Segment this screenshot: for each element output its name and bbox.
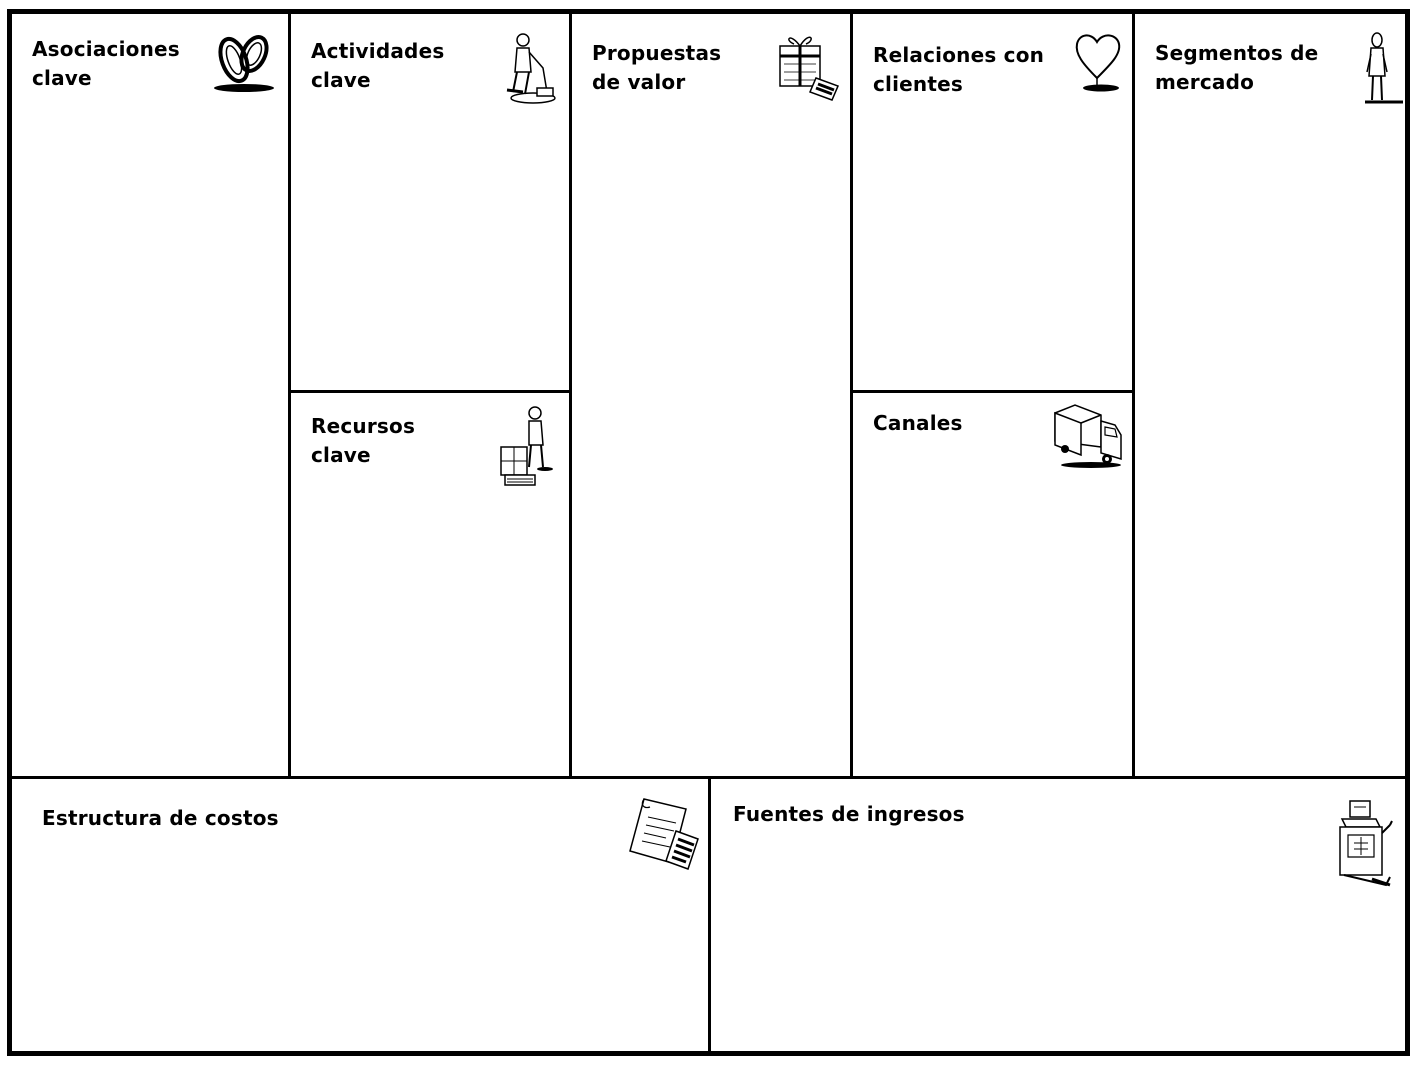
price-tag-receipt-icon xyxy=(626,797,702,871)
cell-title: Canales xyxy=(873,411,963,435)
gift-box-icon xyxy=(776,28,842,102)
cell-key-resources xyxy=(291,393,569,776)
cell-title: Estructura de costos xyxy=(42,806,279,830)
cell-channels xyxy=(853,393,1132,776)
cell-revenue-streams xyxy=(711,779,1405,1051)
cell-key-partners xyxy=(12,14,288,776)
cell-key-activities xyxy=(291,14,569,390)
cell-title: Asociaciones clave xyxy=(32,37,180,90)
cell-cost-structure xyxy=(12,779,708,1051)
cash-register-icon xyxy=(1336,799,1394,889)
person-with-boxes-icon xyxy=(499,405,559,491)
heart-icon xyxy=(1073,30,1123,92)
chain-links-icon xyxy=(210,26,278,94)
standing-person-icon xyxy=(1357,32,1407,108)
cell-title: Recursos clave xyxy=(311,414,416,467)
cell-customer-relationships xyxy=(853,14,1132,390)
business-model-canvas xyxy=(7,9,1410,1056)
cell-title: Actividades clave xyxy=(311,39,445,92)
cell-customer-segments xyxy=(1135,14,1405,776)
cell-title: Segmentos de mercado xyxy=(1155,41,1319,94)
cell-title: Relaciones con clientes xyxy=(873,43,1045,96)
person-working-icon xyxy=(503,32,557,104)
delivery-truck-icon xyxy=(1051,403,1125,475)
cell-title: Fuentes de ingresos xyxy=(733,802,965,826)
cell-title: Propuestas de valor xyxy=(592,41,722,94)
cell-value-propositions xyxy=(572,14,850,776)
